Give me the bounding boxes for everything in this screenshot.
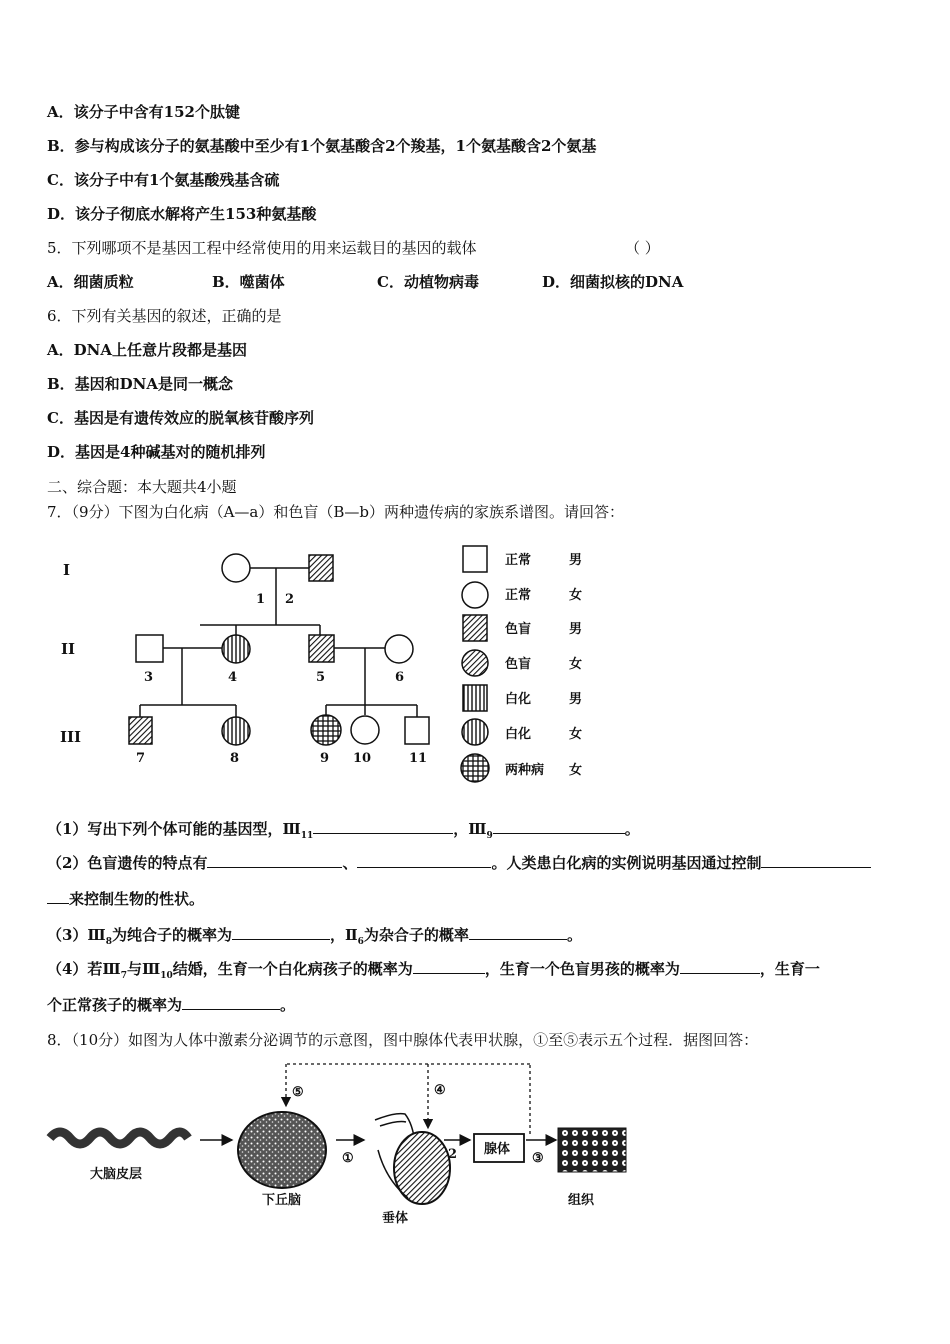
num-7: 7 [136,751,146,766]
blank-colorblind-boy-prob[interactable] [680,959,760,974]
blank-II6-heterozygous[interactable] [469,925,567,940]
label-cortex: 大脑皮层 [90,1167,143,1182]
q5-option-d: D．细菌拟核的DNA [542,273,684,291]
legend-label-1: 正常 [505,553,532,568]
hypothalamus-shape [238,1112,326,1188]
pedigree-II4 [222,635,250,663]
num-8: 8 [230,751,240,766]
label-step-3: ③ [532,1151,544,1166]
q6-option-d: D．基因是4种碱基对的随机排列 [47,443,266,461]
q7-sub2-cont: 来控制生物的性状。 [47,889,204,909]
label-step-1: ① [342,1151,354,1166]
num-2: 2 [285,592,295,607]
q7-stem: 7．（9分）下图为白化病（A—a）和色盲（B—b）两种遗传病的家族系谱图。请回答： [47,503,624,521]
blank-III8-homozygous[interactable] [232,925,330,940]
label-step-5: ⑤ [292,1085,304,1100]
pedigree-III9 [311,715,341,745]
q5-option-c: C．动植物病毒 [377,273,479,291]
num-4: 4 [228,670,238,685]
blank-gene-control-1[interactable] [761,853,871,868]
q7-sub4-cont: 个正常孩子的概率为 。 [47,996,296,1014]
q7-sub4: （4）若$Ⅲ_7$与$Ⅲ_{10}$结婚，生育一个白化病孩子的概率为 ，生育一个色盲男孩的概率为 ，生育一 [47,960,820,981]
q4-option-b: B．参与构成该分子的氨基酸中至少有1个氨基酸含2个羧基，1个氨基酸含2个氨基 [47,137,597,155]
q5-answer-paren: （ ） [625,239,660,257]
legend-label-2: 正常 [505,588,532,603]
gen-label-II: II [61,640,76,658]
pedigree-III7 [129,717,152,744]
label-gland: 腺体 [484,1142,511,1157]
legend-sex-4: 女 [569,657,583,672]
label-tissue: 组织 [568,1193,595,1208]
pedigree-legend [461,546,489,782]
label-pituitary: 垂体 [382,1211,409,1226]
hormone-regulation-diagram [40,1058,660,1228]
legend-sex-7: 女 [569,763,583,778]
legend-label-6: 白化 [505,727,532,742]
q5-option-b: B．噬菌体 [212,273,285,291]
blank-genotype-III9[interactable] [493,819,625,834]
q6-stem: 6．下列有关基因的叙述，正确的是 [47,307,282,325]
q6-option-c: C．基因是有遗传效应的脱氧核苷酸序列 [47,409,314,427]
legend-label-4: 色盲 [505,657,532,672]
pedigree-II6 [385,635,413,663]
q5-stem: 5．下列哪项不是基因工程中经常使用的用来运载目的基因的载体 （ ） [47,239,660,257]
blank-normal-child-prob[interactable] [182,995,280,1010]
blank-colorblind-trait-2[interactable] [357,853,491,868]
blank-genotype-III11[interactable] [313,819,453,834]
pedigree-I2 [309,555,333,581]
legend-sex-3: 男 [569,622,583,637]
num-9: 9 [320,751,330,766]
gen-label-III: III [60,728,82,746]
label-step-4: ④ [434,1083,446,1098]
legend-sex-1: 男 [569,553,583,568]
pedigree-II3 [136,635,163,662]
cortex-shape [50,1132,188,1144]
pedigree-chart [47,535,607,795]
q6-option-a: A．DNA上任意片段都是基因 [47,341,247,359]
pedigree-III8 [222,717,250,745]
num-6: 6 [395,670,405,685]
q4-option-d: D．该分子彻底水解将产生153种氨基酸 [47,205,317,223]
blank-gene-control-2[interactable] [47,889,69,904]
q4-option-c: C．该分子中有1个氨基酸残基含硫 [47,171,280,189]
q7-sub1: （1）写出下列个体可能的基因型，$Ⅲ_{11}$ ，$Ⅲ_9$ 。 [47,820,640,841]
blank-colorblind-trait-1[interactable] [207,853,342,868]
q7-sub3: $(3)Ⅲ_8$为纯合子的概率为 ，$Ⅱ_6$为杂合子的概率 。 [47,926,582,947]
legend-sex-6: 女 [569,727,583,742]
legend-sex-5: 男 [569,692,583,707]
legend-label-3: 色盲 [505,622,532,637]
label-hypothalamus: 下丘脑 [262,1193,302,1208]
q6-option-b: B．基因和DNA是同一概念 [47,375,234,393]
label-step-2: 2 [448,1147,458,1162]
pedigree-III11 [405,717,429,744]
section-heading: 二、综合题：本大题共4小题 [47,478,237,496]
num-11: 11 [409,751,428,766]
pedigree-II5 [309,635,334,662]
num-5: 5 [316,670,326,685]
q4-option-a: A．该分子中含有152个肽键 [47,103,240,121]
q8-stem: 8．（10分）如图为人体中激素分泌调节的示意图，图中腺体代表甲状腺，①至⑤表示五个过程．据图回答： [47,1031,759,1049]
legend-label-7: 两种病 [505,763,545,778]
gen-label-I: I [63,561,71,579]
legend-label-5: 白化 [505,692,532,707]
legend-sex-2: 女 [569,588,583,603]
blank-albino-prob[interactable] [413,959,485,974]
q7-sub2: （2）色盲遗传的特点有 、 。人类患白化病的实例说明基因通过控制 [47,853,871,873]
q5-option-a: A．细菌质粒 [47,273,134,291]
num-10: 10 [353,751,372,766]
tissue-shape [558,1128,626,1172]
pedigree-I1 [222,554,250,582]
num-1: 1 [256,592,266,607]
num-3: 3 [144,670,154,685]
pedigree-III10 [351,716,379,744]
